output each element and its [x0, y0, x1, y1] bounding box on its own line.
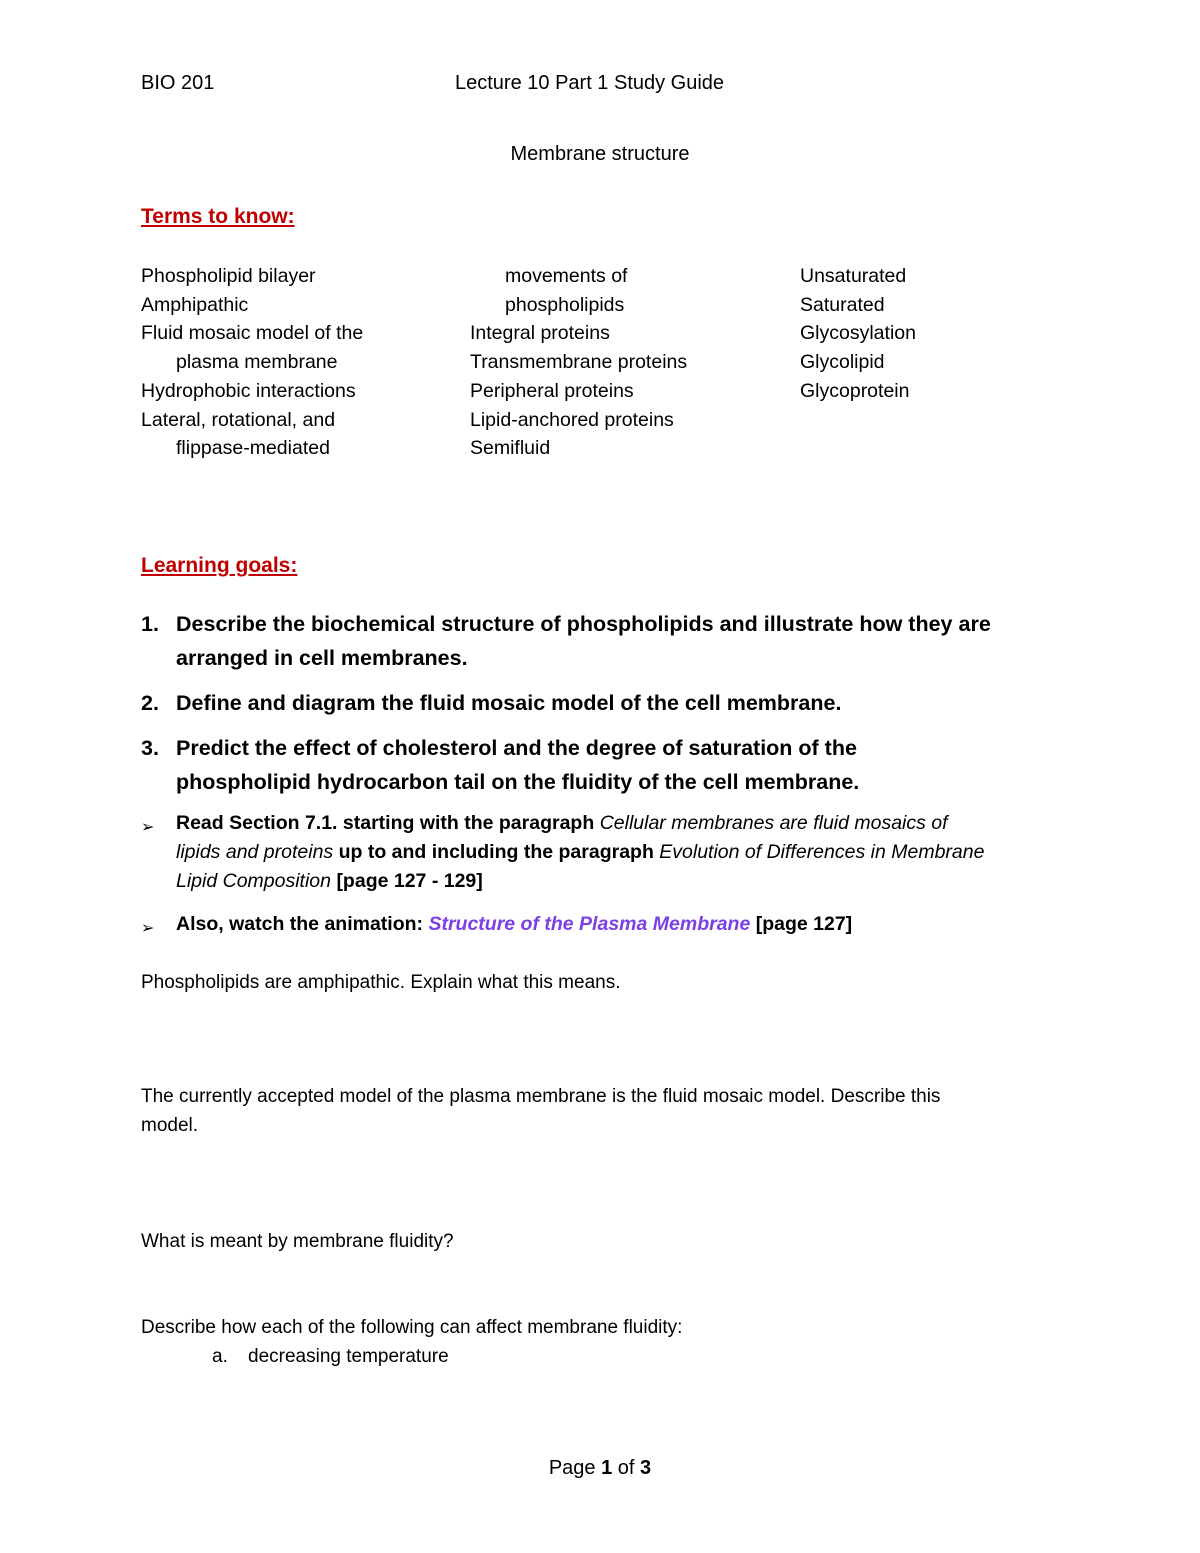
total-pages: 3 — [640, 1457, 652, 1479]
reading-instruction: up to and including the paragraph — [338, 841, 654, 863]
term-item: Peripheral proteins — [470, 379, 634, 402]
animation-assignment — [141, 910, 1081, 940]
reading-line — [176, 838, 984, 867]
term-item: Fluid mosaic model of the — [141, 322, 364, 345]
learning-goal-1 — [141, 607, 1081, 675]
term-item: Glycosylation — [800, 322, 916, 345]
term-item: Phospholipid bilayer — [141, 265, 316, 287]
goal-text-line: arranged in cell membranes. — [176, 646, 468, 670]
reading-instruction: Read Section 7.1. starting with the paragraph — [176, 812, 595, 834]
page-label: Page — [548, 1457, 596, 1479]
term-item: Lateral, rotational, and — [141, 408, 336, 431]
paragraph-title: lipids and proteins — [176, 841, 334, 863]
page-of: of — [617, 1457, 635, 1479]
paragraph-title: Cellular membranes are fluid mosaics of — [599, 812, 948, 834]
term-item: movements of — [505, 265, 628, 287]
page-reference: [page 127] — [755, 913, 853, 935]
terms-column-3 — [800, 262, 916, 406]
term-item: Amphipathic — [141, 293, 249, 316]
animation-line — [176, 910, 852, 939]
goal-text-line: Describe the biochemical structure of phospholipids and illustrate how they are — [176, 612, 991, 636]
paragraph-title: Evolution of Differences in Membrane — [659, 841, 985, 863]
sub-question-label: a. — [212, 1346, 228, 1367]
arrowhead-bullet-icon: ➢ — [141, 920, 155, 937]
question-fluid-mosaic-line-2: model. — [141, 1115, 199, 1136]
term-item: Integral proteins — [470, 322, 610, 345]
goal-text-line: Define and diagram the fluid mosaic model of the cell membrane. — [176, 691, 842, 715]
page-subtitle: Membrane structure — [510, 143, 690, 165]
animation-instruction: Also, watch the animation: — [176, 913, 424, 935]
learning-goal-2 — [141, 686, 1081, 720]
terms-column-1 — [141, 262, 363, 463]
reading-line — [176, 867, 483, 896]
document-title: Lecture 10 Part 1 Study Guide — [455, 72, 725, 94]
current-page: 1 — [601, 1457, 613, 1479]
reading-assignment — [141, 809, 1081, 899]
goal-text-line: phospholipid hydrocarbon tail on the fluidity of the cell membrane. — [176, 770, 860, 794]
question-amphipathic: Phospholipids are amphipathic. Explain what this means. — [141, 972, 621, 993]
paragraph-title: Lipid Composition — [176, 870, 332, 892]
term-item: Unsaturated — [800, 265, 907, 287]
question-membrane-fluidity: What is meant by membrane fluidity? — [141, 1231, 454, 1252]
question-fluid-mosaic-line-1: The currently accepted model of the plasma membrane is the fluid mosaic model. Describe this — [141, 1086, 941, 1107]
term-item: Saturated — [800, 293, 885, 316]
goal-number: 2. — [141, 691, 159, 715]
terms-column-2 — [470, 262, 687, 463]
term-item: Glycolipid — [800, 351, 885, 374]
goal-text-line: Predict the effect of cholesterol and the degree of saturation of the — [176, 736, 857, 760]
goal-number: 1. — [141, 612, 159, 636]
course-code: BIO 201 — [141, 72, 215, 94]
animation-link[interactable]: Structure of the Plasma Membrane — [428, 913, 751, 935]
page-range: [page 127 - 129] — [336, 870, 483, 892]
sub-question-decreasing-temperature: decreasing temperature — [248, 1346, 449, 1367]
term-item: Glycoprotein — [800, 379, 910, 402]
page-number — [0, 1457, 1200, 1480]
learning-goal-3 — [141, 731, 1081, 799]
term-item: Semifluid — [470, 437, 551, 460]
term-item: Lipid-anchored proteins — [470, 408, 674, 431]
term-item: plasma membrane — [176, 351, 338, 374]
term-item: Hydrophobic interactions — [141, 379, 356, 402]
terms-heading: Terms to know: — [141, 205, 295, 228]
reading-line — [176, 809, 948, 838]
term-item: flippase-mediated — [176, 437, 330, 460]
goal-number: 3. — [141, 736, 159, 760]
question-fluidity-factors: Describe how each of the following can affect membrane fluidity: — [141, 1317, 683, 1338]
arrowhead-bullet-icon: ➢ — [141, 819, 155, 836]
learning-goals-heading: Learning goals: — [141, 554, 298, 577]
term-item: Transmembrane proteins — [470, 351, 688, 374]
term-item: phospholipids — [505, 293, 625, 316]
